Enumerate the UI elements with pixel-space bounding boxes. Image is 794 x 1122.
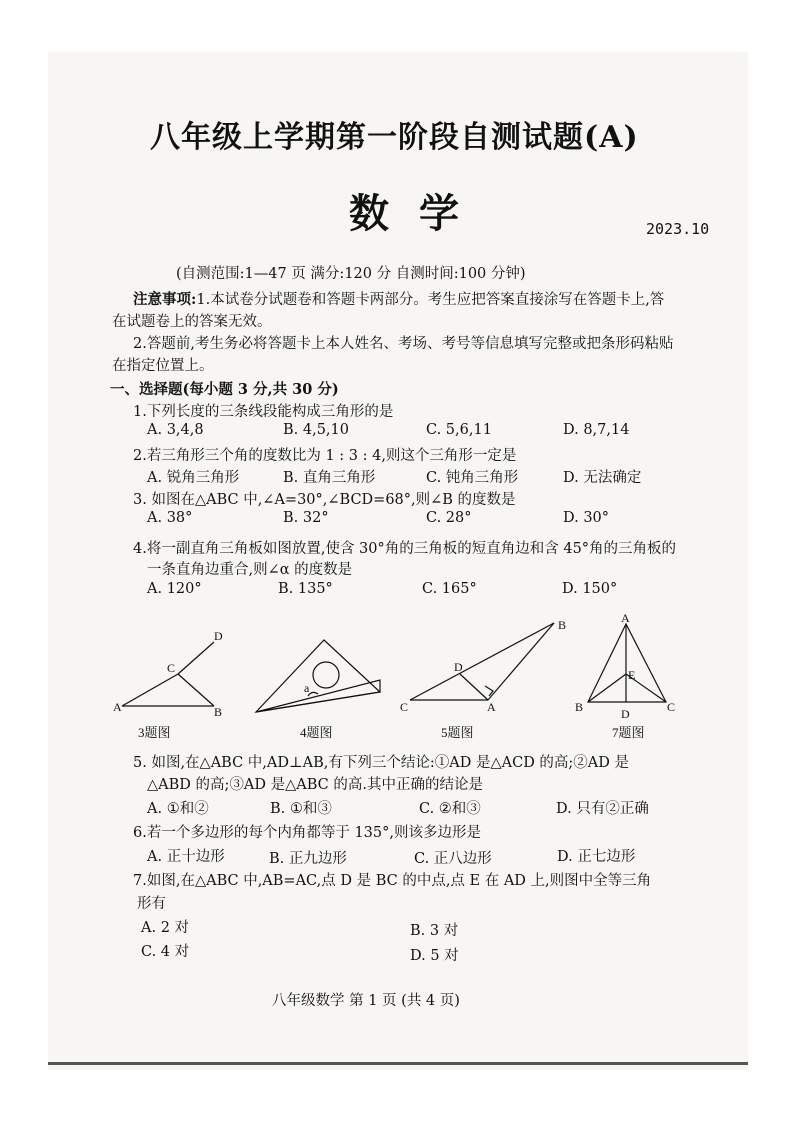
fig4-label-alpha: a: [304, 681, 310, 695]
q6-option-a[interactable]: A. 正十边形: [147, 849, 225, 865]
fig7-triangle-abc: [588, 624, 666, 702]
q1-option-d[interactable]: D. 8,7,14: [563, 422, 630, 438]
fig5-right-angle-mark: [485, 686, 493, 696]
notes-line-4: 在指定位置上。: [112, 358, 214, 374]
q4-option-b[interactable]: B. 135°: [278, 581, 333, 597]
q7-option-d[interactable]: D. 5 对: [410, 948, 459, 964]
figure-5: [398, 615, 570, 748]
q4-option-c[interactable]: C. 165°: [422, 581, 477, 597]
fig5-label-b: B: [558, 618, 567, 632]
fig3-ray-cd: [178, 642, 214, 674]
q6-option-b[interactable]: B. 正九边形: [269, 851, 347, 867]
q5-option-c[interactable]: C. ②和③: [419, 801, 481, 817]
fig5-label-d: D: [454, 660, 463, 674]
q7-option-a[interactable]: A. 2 对: [141, 920, 190, 936]
q6-option-d[interactable]: D. 正七边形: [557, 849, 636, 865]
q1-option-b[interactable]: B. 4,5,10: [283, 422, 349, 438]
figure-3: [110, 628, 240, 748]
fig7-label-c: C: [667, 700, 676, 714]
q2-stem: 2.若三角形三个角的度数比为 1 : 3 : 4,则这个三角形一定是: [133, 448, 517, 464]
notes-line-3: 2.答题前,考生务必将答题卡上本人姓名、考场、考号等信息填写完整或把条形码粘贴: [133, 336, 674, 352]
q3-option-b[interactable]: B. 32°: [283, 510, 329, 526]
q6-stem: 6.若一个多边形的每个内角都等于 135°,则该多边形是: [133, 825, 481, 841]
q6-option-c[interactable]: C. 正八边形: [414, 851, 492, 867]
fig3-side-ac: [122, 674, 178, 706]
section-1-title: 一、选择题(每小题 3 分,共 30 分): [110, 381, 339, 398]
exam-date: 2023.10: [646, 220, 710, 238]
exam-scope: (自测范围:1—47 页 满分:120 分 自测时间:100 分钟): [176, 266, 526, 282]
subject-title: 数学: [349, 190, 489, 237]
q5-option-a[interactable]: A. ①和②: [147, 801, 209, 817]
q4-stem-line-1: 4.将一副直角三角板如图放置,使含 30°角的三角板的短直角边和含 45°角的三角板的: [133, 541, 677, 557]
notes-line-1: [133, 288, 664, 309]
fig3-side-cb: [178, 674, 214, 706]
fig5-segment-da: [460, 674, 488, 700]
q4-stem-line-2: 一条直角边重合,则∠α 的度数是: [147, 562, 353, 578]
notes-label: 注意事项:: [133, 291, 197, 308]
fig7-label-b: B: [575, 700, 584, 714]
q7-stem-line-1: 7.如图,在△ABC 中,AB=AC,点 D 是 BC 的中点,点 E 在 AD 上,则图中全等三角: [133, 873, 652, 889]
fig3-caption: 3题图: [138, 725, 171, 740]
q4-option-d[interactable]: D. 150°: [562, 581, 618, 597]
fig5-side-cb: [410, 623, 554, 700]
fig4-caption: 4题图: [300, 725, 333, 740]
q5-option-b[interactable]: B. ①和③: [270, 801, 332, 817]
notes-line-1-text: 1.本试卷分试题卷和答题卡两部分。考生应把答案直接涂写在答题卡上,答: [196, 292, 665, 308]
q3-option-c[interactable]: C. 28°: [426, 510, 472, 526]
page-footer: 八年级数学 第 1 页 (共 4 页): [272, 993, 460, 1009]
q7-stem-line-2: 形有: [137, 896, 166, 912]
fig7-label-e: E: [628, 668, 636, 682]
q3-option-a[interactable]: A. 38°: [147, 510, 193, 526]
fig7-label-a: A: [621, 611, 630, 625]
fig5-side-ab: [488, 623, 554, 700]
figure-4: [252, 628, 392, 748]
q2-option-d[interactable]: D. 无法确定: [563, 470, 642, 486]
q1-option-a[interactable]: A. 3,4,8: [147, 422, 204, 438]
q7-option-b[interactable]: B. 3 对: [410, 923, 459, 939]
scan-edge-line: [48, 1062, 748, 1065]
q7-option-c[interactable]: C. 4 对: [141, 944, 190, 960]
q2-option-a[interactable]: A. 锐角三角形: [147, 470, 240, 486]
fig3-label-b: B: [214, 705, 223, 719]
fig5-caption: 5题图: [441, 725, 474, 740]
fig5-label-c: C: [400, 700, 409, 714]
fig4-angle-arc: [308, 692, 318, 696]
q4-option-a[interactable]: A. 120°: [147, 581, 202, 597]
fig3-label-a: A: [113, 700, 122, 714]
fig4-circle-hole: [313, 662, 339, 688]
q1-stem: 1.下列长度的三条线段能构成三角形的是: [133, 404, 394, 420]
notes-line-2: 在试题卷上的答案无效。: [112, 314, 272, 330]
fig5-label-a: A: [487, 700, 496, 714]
q5-option-d[interactable]: D. 只有②正确: [556, 801, 649, 817]
fig3-label-d: D: [214, 629, 223, 643]
q1-option-c[interactable]: C. 5,6,11: [426, 422, 492, 438]
fig7-segment-be: [588, 674, 626, 702]
fig7-label-d: D: [621, 707, 630, 721]
q2-option-c[interactable]: C. 钝角三角形: [426, 470, 519, 486]
fig4-triangle-30: [256, 640, 380, 712]
q2-option-b[interactable]: B. 直角三角形: [283, 470, 376, 486]
fig3-label-c: C: [167, 661, 176, 675]
exam-title: 八年级上学期第一阶段自测试题(A): [150, 120, 639, 155]
q3-stem: 3. 如图在△ABC 中,∠A=30°,∠BCD=68°,则∠B 的度数是: [133, 492, 516, 508]
q5-stem-line-2: △ABD 的高;③AD 是△ABC 的高.其中正确的结论是: [147, 777, 483, 793]
q5-stem-line-1: 5. 如图,在△ABC 中,AD⊥AB,有下列三个结论:①AD 是△ACD 的高;②AD 是: [133, 755, 630, 771]
q3-option-d[interactable]: D. 30°: [563, 510, 610, 526]
fig7-caption: 7题图: [612, 725, 645, 740]
figure-7: [570, 612, 682, 748]
